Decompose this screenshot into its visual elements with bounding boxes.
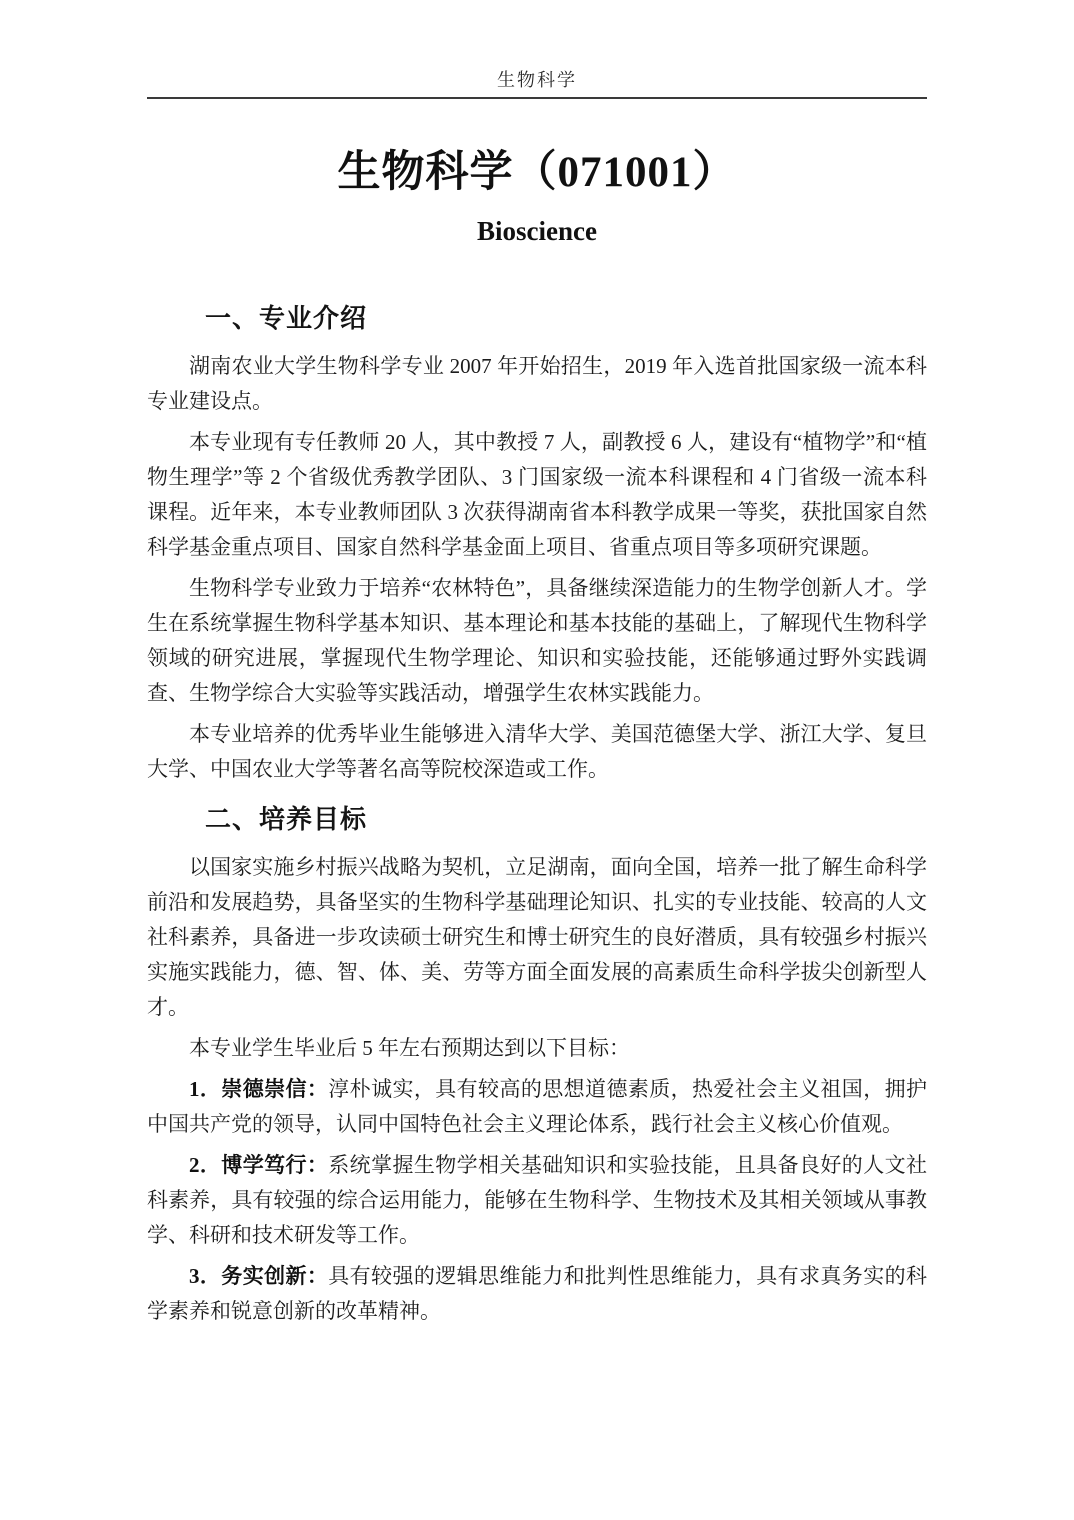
paragraph-intro-1: 湖南农业大学生物科学专业 2007 年开始招生，2019 年入选首批国家级一流本科专业建设点。 xyxy=(147,354,927,413)
goal-text-2: 系统掌握生物学相关基础知识和实验技能，且具备良好的人文社科素养，具有较强的综合运用能力，能够在生物科学、生物技术及其相关领域从事教学、科研和技术研发等工作。 xyxy=(147,1153,927,1247)
paragraph-intro-2: 本专业现有专任教师 20 人，其中教授 7 人，副教授 6 人，建设有“植物学”和“植物生理学”等 2 个省级优秀教学团队、3 门国家级一流本科课程和 4 门省级一流本科课程。近年来，本专业教师团队 3 次获得湖南省本科教学成果一等奖，获批国家自然科学基金重点项目、国家自然科学基金面上项目、省重点项目等多项研究课题。 xyxy=(147,430,927,559)
paragraph-intro-4: 本专业培养的优秀毕业生能够进入清华大学、美国范德堡大学、浙江大学、复旦大学、中国农业大学等著名高等院校深造或工作。 xyxy=(147,722,927,781)
goal-item-3 xyxy=(147,1259,927,1329)
paragraph-goals-overview: 以国家实施乡村振兴战略为契机，立足湖南，面向全国，培养一批了解生命科学前沿和发展趋势，具备坚实的生物科学基础理论知识、扎实的专业技能、较高的人文社科素养，具备进一步攻读硕士研究生和博士研究生的良好潜质，具有较强乡村振兴实施实践能力，德、智、体、美、劳等方面全面发展的高素质生命科学拔尖创新型人才。 xyxy=(147,855,927,1019)
paragraph-intro-3: 生物科学专业致力于培养“农林特色”，具备继续深造能力的生物学创新人才。学生在系统掌握生物科学基本知识、基本理论和基本技能的基础上，了解现代生物科学领域的研究进展，掌握现代生物学理论、知识和实验技能，还能够通过野外实践调查、生物学综合大实验等实践活动，增强学生农林实践能力。 xyxy=(147,576,927,705)
page-title: 生物科学（071001） xyxy=(337,149,737,196)
goal-text-3: 具有较强的逻辑思维能力和批判性思维能力，具有求真务实的科学素养和锐意创新的改革精神。 xyxy=(147,1264,927,1323)
page-header xyxy=(147,70,927,99)
paragraph-goals-lead-in: 本专业学生毕业后 5 年左右预期达到以下目标： xyxy=(189,1036,630,1060)
goal-label-2: 2．博学笃行： xyxy=(189,1153,329,1177)
goal-item-1 xyxy=(147,1072,927,1142)
goal-item-2 xyxy=(147,1148,927,1253)
header-rule xyxy=(147,97,927,99)
goal-label-1: 1．崇德崇信： xyxy=(189,1077,329,1101)
section-heading-goals: 二、培养目标 xyxy=(205,804,368,834)
section-heading-intro: 一、专业介绍 xyxy=(205,303,368,333)
goal-label-3: 3．务实创新： xyxy=(189,1264,329,1288)
goal-text-1: 淳朴诚实，具有较高的思想道德素质，热爱社会主义祖国，拥护中国共产党的领导，认同中国特色社会主义理论体系，践行社会主义核心价值观。 xyxy=(147,1077,927,1136)
page-subtitle: Bioscience xyxy=(477,216,597,246)
running-header: 生物科学 xyxy=(497,70,577,90)
